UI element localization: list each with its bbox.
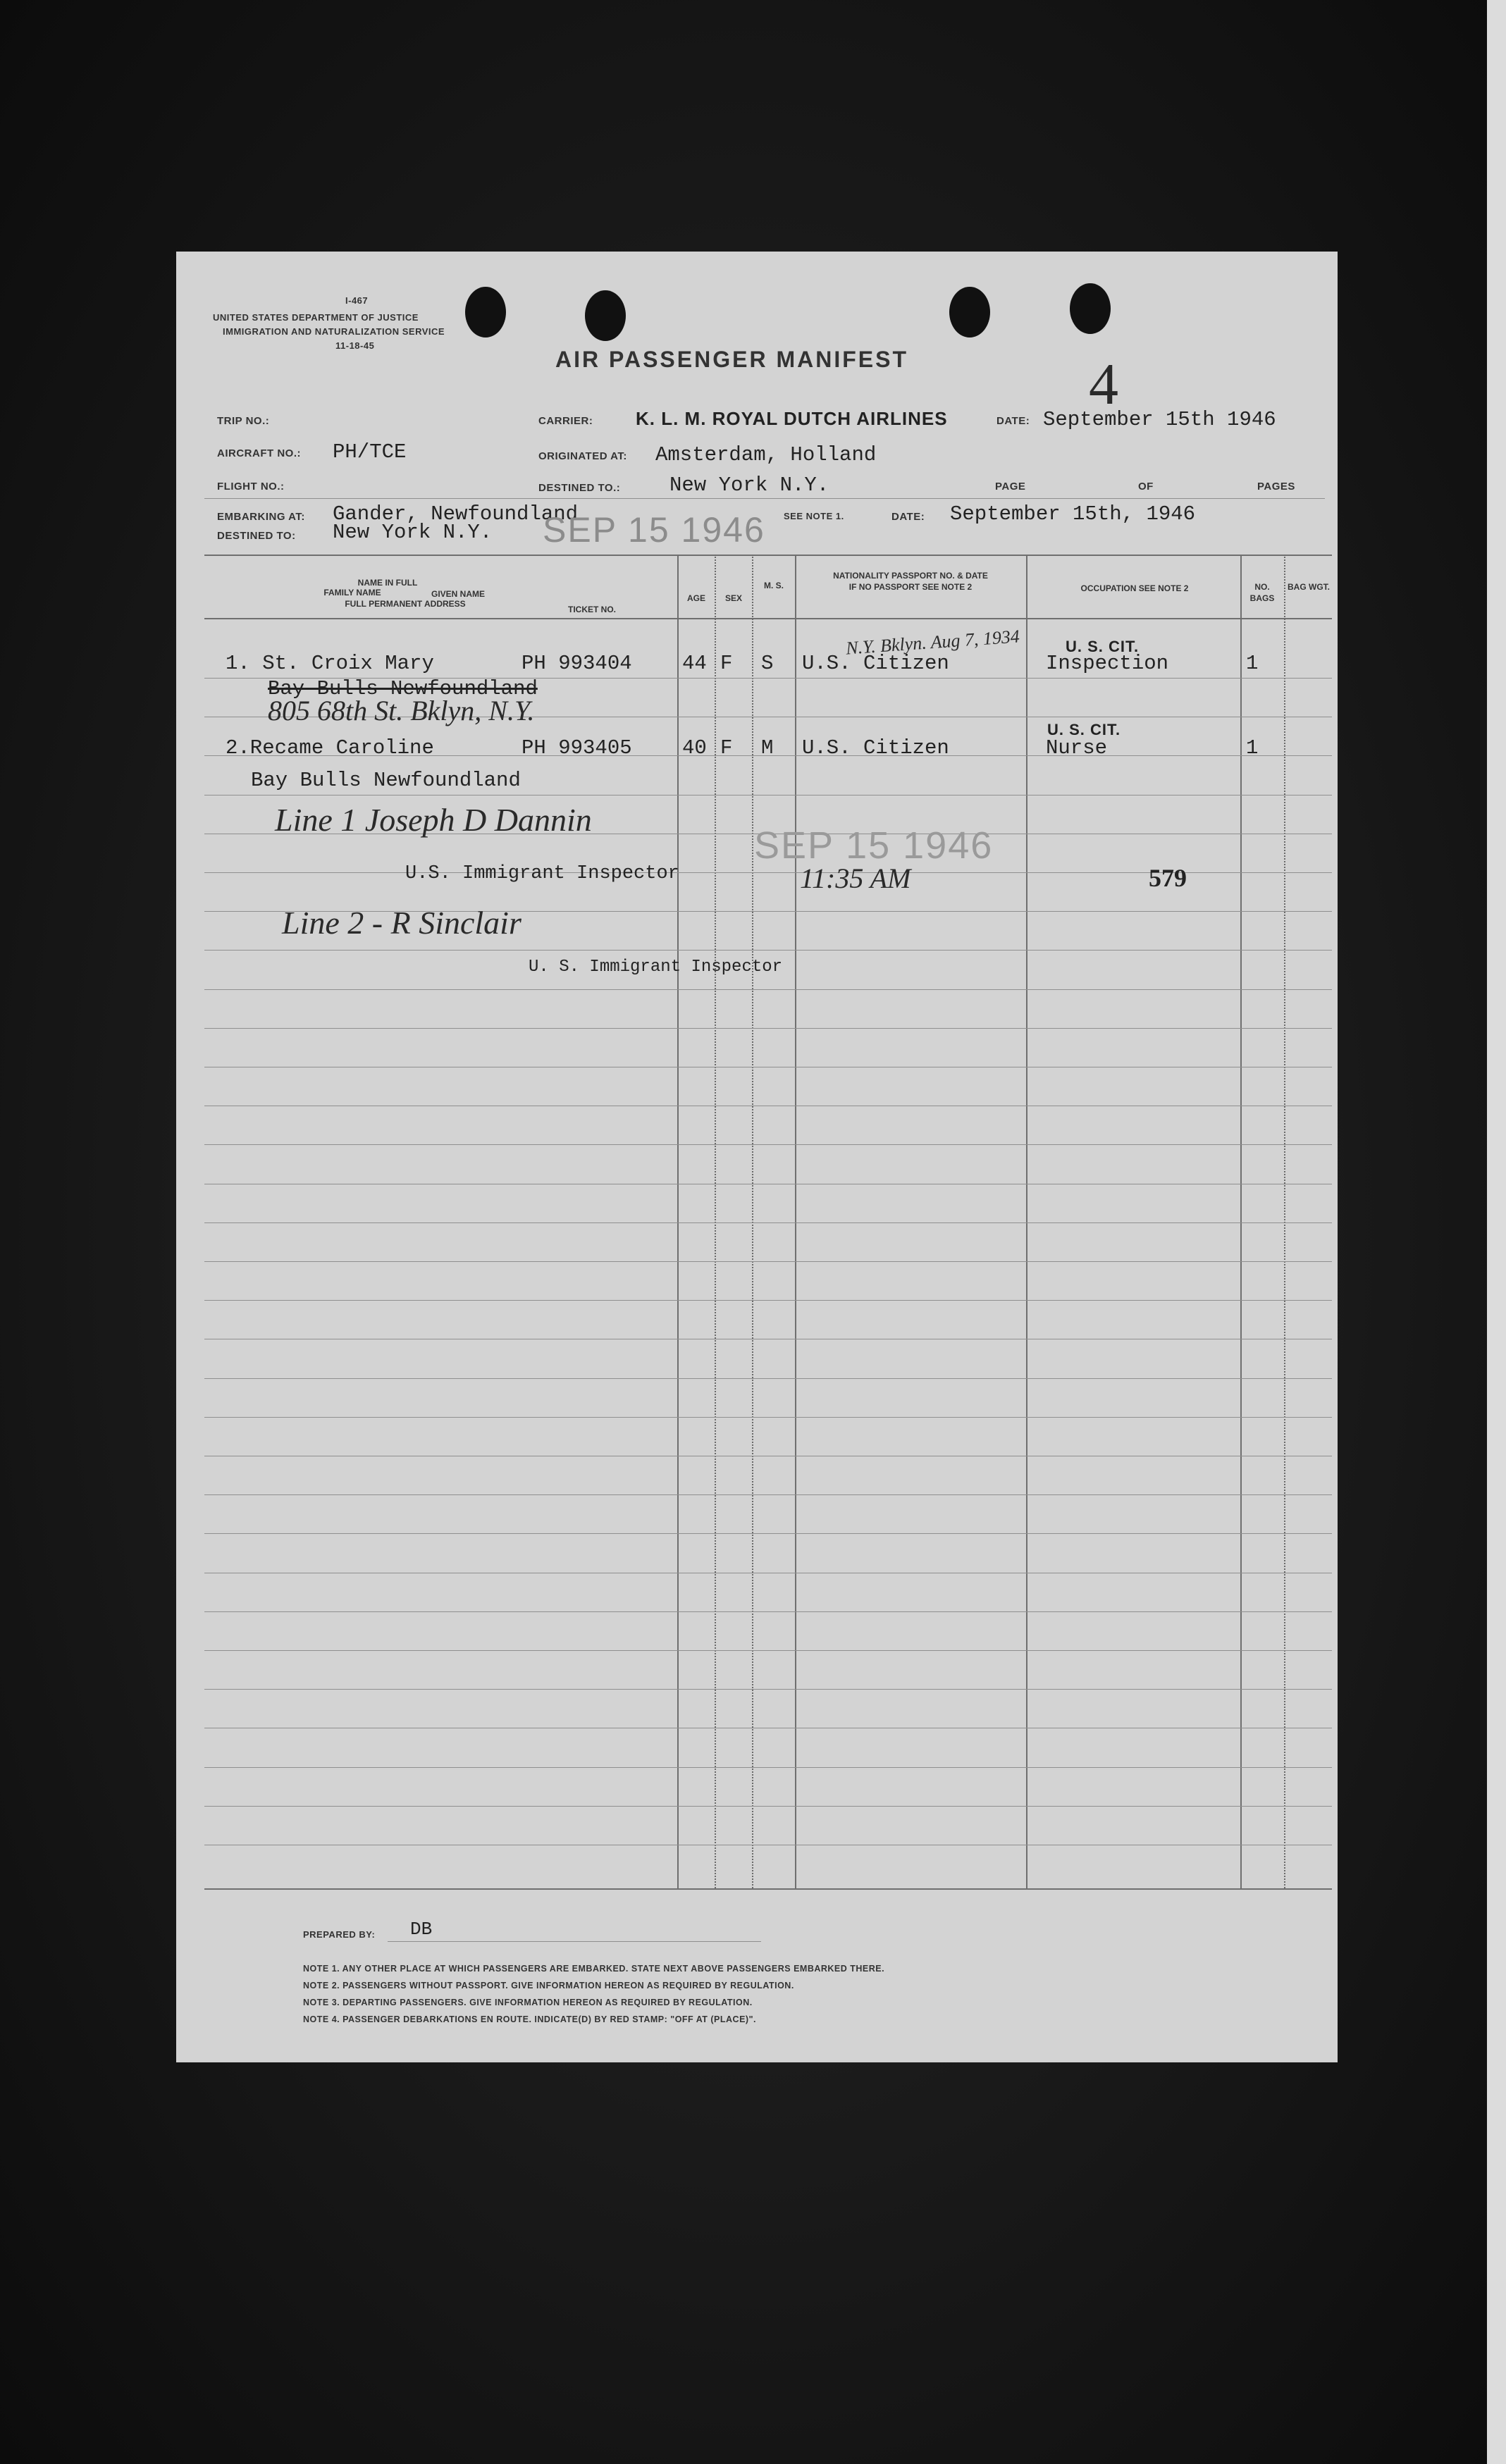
originated-value: Amsterdam, Holland [655,443,877,466]
table-row-rule [204,950,1332,951]
carrier-value: K. L. M. ROYAL DUTCH AIRLINES [636,408,948,429]
date2-value: September 15th, 1946 [950,502,1196,526]
originated-label: ORIGINATED AT: [538,450,627,462]
passenger-2-citizen-stamp: U. S. CIT. [1047,721,1121,738]
note-1: NOTE 1. ANY OTHER PLACE AT WHICH PASSENGERS ARE EMBARKED. STATE NEXT ABOVE PASSENGERS EMBARKED THERE. [303,1964,885,1974]
table-row-rule [204,1222,1332,1223]
table-row-rule [204,1494,1332,1495]
rule [204,498,1325,499]
page-label: PAGE [995,481,1026,493]
table-header-rule [204,618,1332,619]
date-label: DATE: [996,415,1030,427]
passenger-2-name: 2.Recame Caroline [226,736,434,760]
agency-line-1: UNITED STATES DEPARTMENT OF JUSTICE [213,312,419,323]
destined-to-label: DESTINED TO: [217,530,296,542]
punch-hole [949,287,990,338]
destined-label: DESTINED TO.: [538,482,621,494]
of-label: OF [1138,481,1154,493]
table-row-rule [204,1261,1332,1262]
inspection-date-stamp: SEP 15 1946 [754,824,994,867]
table-row-rule [204,1611,1332,1612]
passenger-1-name: 1. St. Croix Mary [226,652,434,675]
prepared-by-rule [388,1941,761,1942]
col-head-family: FAMILY NAME [323,588,381,598]
inspection-time: 11:35 AM [800,862,911,894]
destined-value: New York N.Y. [669,473,829,497]
note-2: NOTE 2. PASSENGERS WITHOUT PASSPORT. GIVE INFORMATION HEREON AS REQUIRED BY REGULATION. [303,1981,794,1991]
passenger-1-nationality-handwritten: N.Y. Bklyn. Aug 7, 1934 [845,626,1020,659]
handwritten-page-number: 4 [1089,352,1118,417]
col-head-age: AGE [686,593,705,603]
passenger-1-address-handwritten: 805 68th St. Bklyn, N.Y. [268,695,535,726]
note-3: NOTE 3. DEPARTING PASSENGERS. GIVE INFORMATION HEREON AS REQUIRED BY REGULATION. [303,1998,753,2007]
col-head-name: NAME IN FULL [357,578,418,588]
col-head-bags: NO. BAGS [1249,582,1275,603]
table-row-rule [204,1300,1332,1301]
form-title: AIR PASSENGER MANIFEST [555,347,908,372]
scan-edge [1487,0,1506,2464]
table-bottom-rule [204,1888,1332,1890]
pages-label: PAGES [1257,481,1295,493]
note-4: NOTE 4. PASSENGER DEBARKATIONS EN ROUTE. INDICATE(D) BY RED STAMP: "OFF AT (PLACE)". [303,2014,756,2024]
table-top-rule [204,555,1332,556]
aircraft-no-label: AIRCRAFT NO.: [217,447,301,459]
aircraft-no-value: PH/TCE [333,440,407,464]
col-head-ticket: TICKET NO. [568,605,616,614]
passenger-2-occupation: Nurse [1046,736,1108,760]
inspector-2-title: U. S. Immigrant Inspector [529,958,783,977]
punch-hole [465,287,506,338]
line-2-signature: Line 2 - R Sinclair [282,905,521,941]
col-head-address: FULL PERMANENT ADDRESS [345,599,466,609]
passenger-2-nationality: U.S. Citizen [802,736,949,760]
passenger-2-ms: M [761,736,774,760]
passenger-1-nationality: U.S. Citizen [802,652,949,675]
embarking-label: EMBARKING AT: [217,511,305,523]
table-row-rule [204,1378,1332,1379]
stamp-number: 579 [1149,864,1187,892]
form-date: 11-18-45 [335,340,375,351]
prepared-by-value: DB [410,1919,433,1940]
date2-label: DATE: [891,511,925,523]
passenger-1-occupation: Inspection [1046,652,1169,675]
passenger-1-bags: 1 [1246,652,1259,675]
col-head-given: GIVEN NAME [431,589,485,599]
agency-line-2: IMMIGRATION AND NATURALIZATION SERVICE [223,326,445,337]
trip-no-label: TRIP NO.: [217,415,270,427]
passenger-1-ms: S [761,652,774,675]
table-row-rule [204,1650,1332,1651]
inspector-1-title: U.S. Immigrant Inspector [405,863,679,884]
destined-to-value: New York N.Y. [333,521,493,544]
passenger-2-ticket: PH 993405 [521,736,632,760]
table-row-rule [204,1028,1332,1029]
passenger-2-address: Bay Bulls Newfoundland [251,769,521,792]
passenger-1-age: 44 [682,652,707,675]
col-head-ms: M. S. [763,581,784,590]
table-row-rule [204,989,1332,990]
manifest-sheet [176,252,1338,2062]
embarking-value: Gander, Newfoundland [333,502,579,526]
col-head-occupation: OCCUPATION SEE NOTE 2 [1080,583,1189,593]
table-row-rule [204,1806,1332,1807]
table-row-rule [204,1533,1332,1534]
date-stamp: SEP 15 1946 [543,510,765,550]
see-note-label: SEE NOTE 1. [784,511,844,521]
carrier-label: CARRIER: [538,415,593,427]
passenger-1-ticket: PH 993404 [521,652,632,675]
passenger-1-address-struck: Bay Bulls Newfoundland [268,677,538,700]
passenger-1-sex: F [720,652,733,675]
passenger-2-sex: F [720,736,733,760]
passenger-2-bags: 1 [1246,736,1259,760]
punch-hole [1070,283,1111,334]
form-number: I-467 [345,295,369,306]
col-head-bag-wgt: BAG WGT. [1288,582,1330,592]
table-row-rule [204,1144,1332,1145]
table-row-rule [204,1767,1332,1768]
passenger-1-citizen-stamp: U. S. CIT. [1066,638,1140,655]
passenger-2-age: 40 [682,736,707,760]
col-head-nationality: NATIONALITY PASSPORT NO. & DATE IF NO PASSPORT SEE NOTE 2 [833,571,988,592]
table-row-rule [204,1417,1332,1418]
line-1-signature: Line 1 Joseph D Dannin [275,802,592,838]
punch-hole [585,290,626,341]
col-head-sex: SEX [724,593,742,603]
prepared-by-label: PREPARED BY: [303,1929,376,1940]
table-row-rule [204,1689,1332,1690]
date-value: September 15th 1946 [1043,408,1276,431]
flight-no-label: FLIGHT NO.: [217,481,285,493]
